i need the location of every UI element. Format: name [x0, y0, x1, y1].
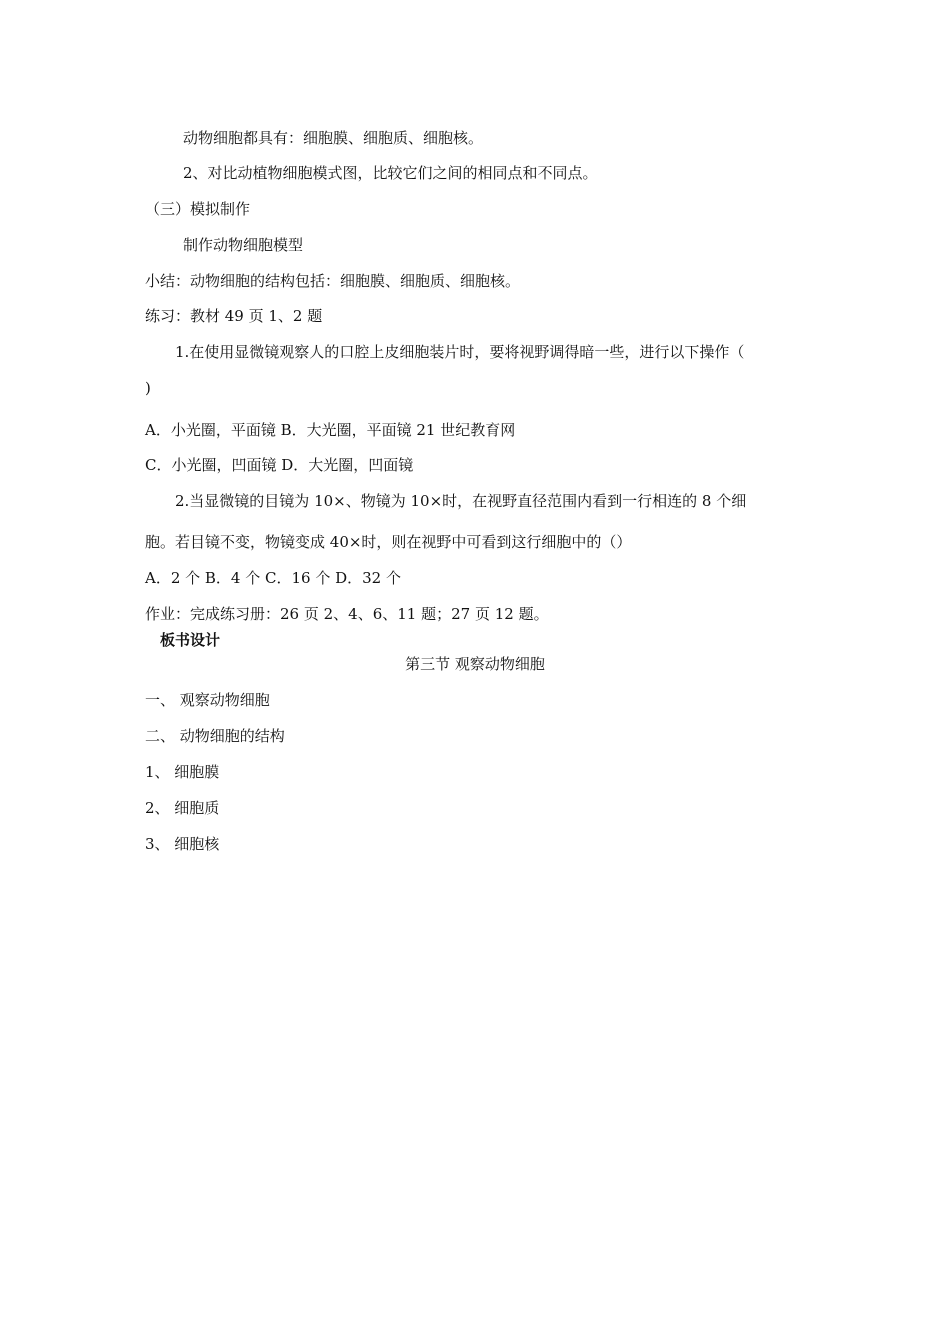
board-subitem-3: 3、 细胞核 — [145, 835, 220, 853]
text-line-homework: 作业：完成练习册：26 页 2、4、6、11 题；27 页 12 题。 — [145, 605, 549, 623]
question-1-options-cd: C．小光圈，凹面镜 D．大光圈，凹面镜 — [145, 456, 414, 474]
question-2-text-continued: 胞。若目镜不变，物镜变成 40×时，则在视野中可看到这行细胞中的（） — [145, 533, 632, 551]
board-design-heading: 板书设计 — [160, 631, 221, 649]
text-line-animal-cell-parts: 动物细胞都具有：细胞膜、细胞质、细胞核。 — [183, 129, 484, 147]
question-1-bracket: ) — [145, 379, 151, 397]
question-2-text: 2.当显微镜的目镜为 10×、物镜为 10×时，在视野直径范围内看到一行相连的 8 个细 — [175, 492, 747, 510]
question-2-options: A．2 个 B．4 个 C．16 个 D．32 个 — [145, 569, 401, 587]
text-line-compare-models: 2、对比动植物细胞模式图，比较它们之间的相同点和不同点。 — [183, 164, 598, 182]
text-line-make-model: 制作动物细胞模型 — [183, 236, 304, 254]
board-title: 第三节 观察动物细胞 — [405, 655, 545, 673]
question-1-text: 1.在使用显微镜观察人的口腔上皮细胞装片时，要将视野调得暗一些，进行以下操作（ — [175, 343, 745, 361]
text-line-exercise: 练习：教材 49 页 1、2 题 — [145, 307, 323, 325]
board-subitem-2: 2、 细胞质 — [145, 799, 220, 817]
board-item-2: 二、 动物细胞的结构 — [145, 727, 285, 745]
text-line-summary: 小结：动物细胞的结构包括：细胞膜、细胞质、细胞核。 — [145, 272, 521, 290]
section-heading-simulation: （三）模拟制作 — [145, 200, 251, 218]
board-item-1: 一、 观察动物细胞 — [145, 691, 270, 709]
board-subitem-1: 1、 细胞膜 — [145, 763, 220, 781]
question-1-options-ab: A．小光圈，平面镜 B．大光圈，平面镜 21 世纪教育网 — [145, 421, 516, 439]
